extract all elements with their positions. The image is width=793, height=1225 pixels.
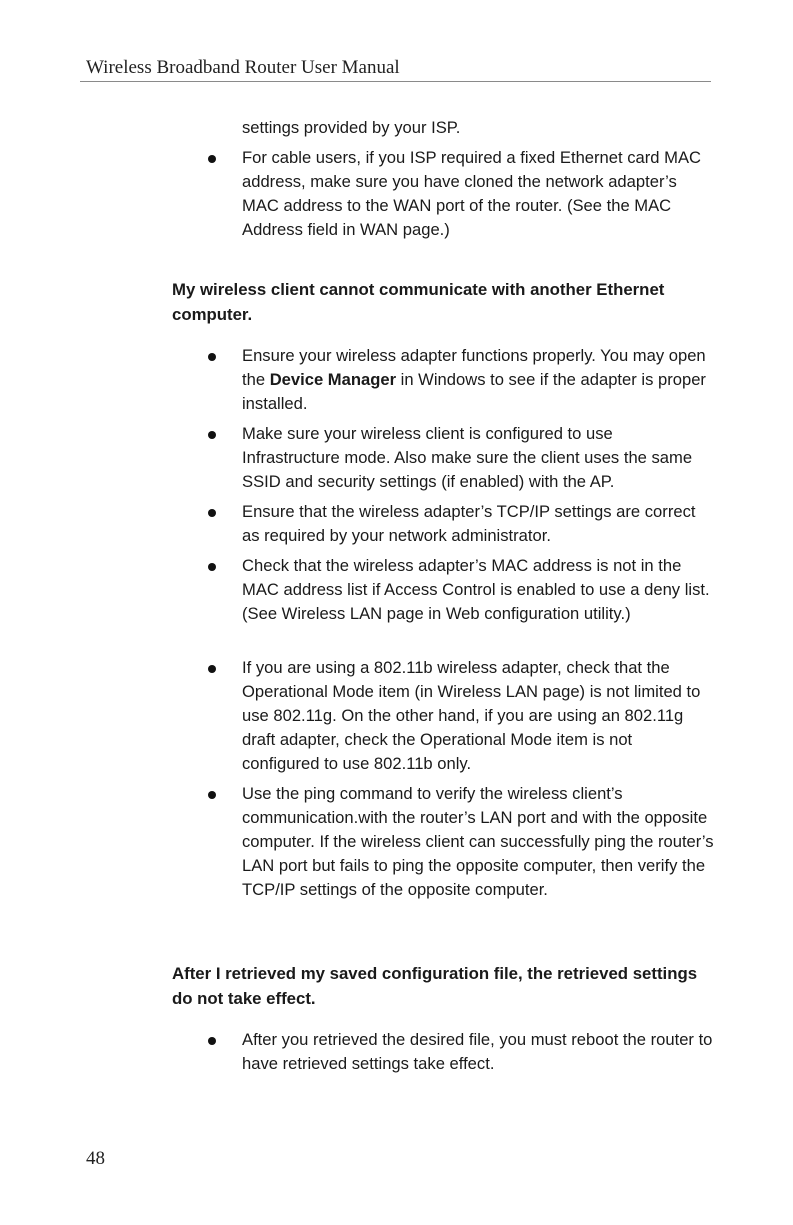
device-manager-term: Device Manager — [269, 370, 397, 389]
bullet-icon — [208, 563, 216, 571]
bullet-icon — [208, 509, 216, 517]
bullet-icon — [208, 665, 216, 673]
list-item-text — [242, 344, 714, 416]
list-item-text: Make sure your wireless client is configured to use Infrastructure mode. Also make sure the client uses the same SSID and security settings (if enabled) with the AP. — [242, 424, 693, 491]
section-heading: My wireless client cannot communicate with another Ethernet computer. — [172, 280, 665, 324]
list-item-text: After you retrieved the desired file, you must reboot the router to have retrieved settings take effect. — [242, 1030, 713, 1073]
item-text-before: Ensure your wireless adapter functions properly. You may open the — [242, 346, 706, 389]
item-text-after: in Windows to see if the adapter is proper installed. — [242, 370, 706, 413]
continuation-text: settings provided by your ISP. — [242, 118, 461, 137]
bullet-icon — [208, 353, 216, 361]
list-item-text: Check that the wireless adapter’s MAC address is not in the MAC address list if Access Control is enabled to use a deny list. (See Wireless LAN page in Web configuration utility.) — [242, 556, 710, 623]
page-number: 48 — [86, 1148, 105, 1169]
bullet-icon — [208, 791, 216, 799]
list-item-text: Use the ping command to verify the wireless client’s communication.with the router’s LAN port and with the opposite computer. If the wireless client can successfully ping the router’s LAN port but fails to ping the opposite computer, then verify the TCP/IP settings of the opposite computer. — [242, 784, 714, 899]
section-heading: After I retrieved my saved configuration file, the retrieved settings do not take effect. — [172, 964, 698, 1008]
running-header: Wireless Broadband Router User Manual — [86, 57, 400, 78]
list-item-text: For cable users, if you ISP required a fixed Ethernet card MAC address, make sure you have cloned the network adapter’s MAC address to the WAN port of the router. (See the MAC Address field in WAN page.) — [242, 148, 702, 239]
list-item-text: If you are using a 802.11b wireless adapter, check that the Operational Mode item (in Wireless LAN page) is not limited to use 802.11g. On the other hand, if you are using an 802.11g draft adapter, check the Operational Mode item is not configured to use 802.11b only. — [242, 658, 701, 773]
bullet-icon — [208, 1037, 216, 1045]
bullet-icon — [208, 431, 216, 439]
list-item-text: Ensure that the wireless adapter’s TCP/IP settings are correct as required by your network administrator. — [242, 502, 696, 545]
header-divider — [80, 81, 711, 82]
bullet-icon — [208, 155, 216, 163]
